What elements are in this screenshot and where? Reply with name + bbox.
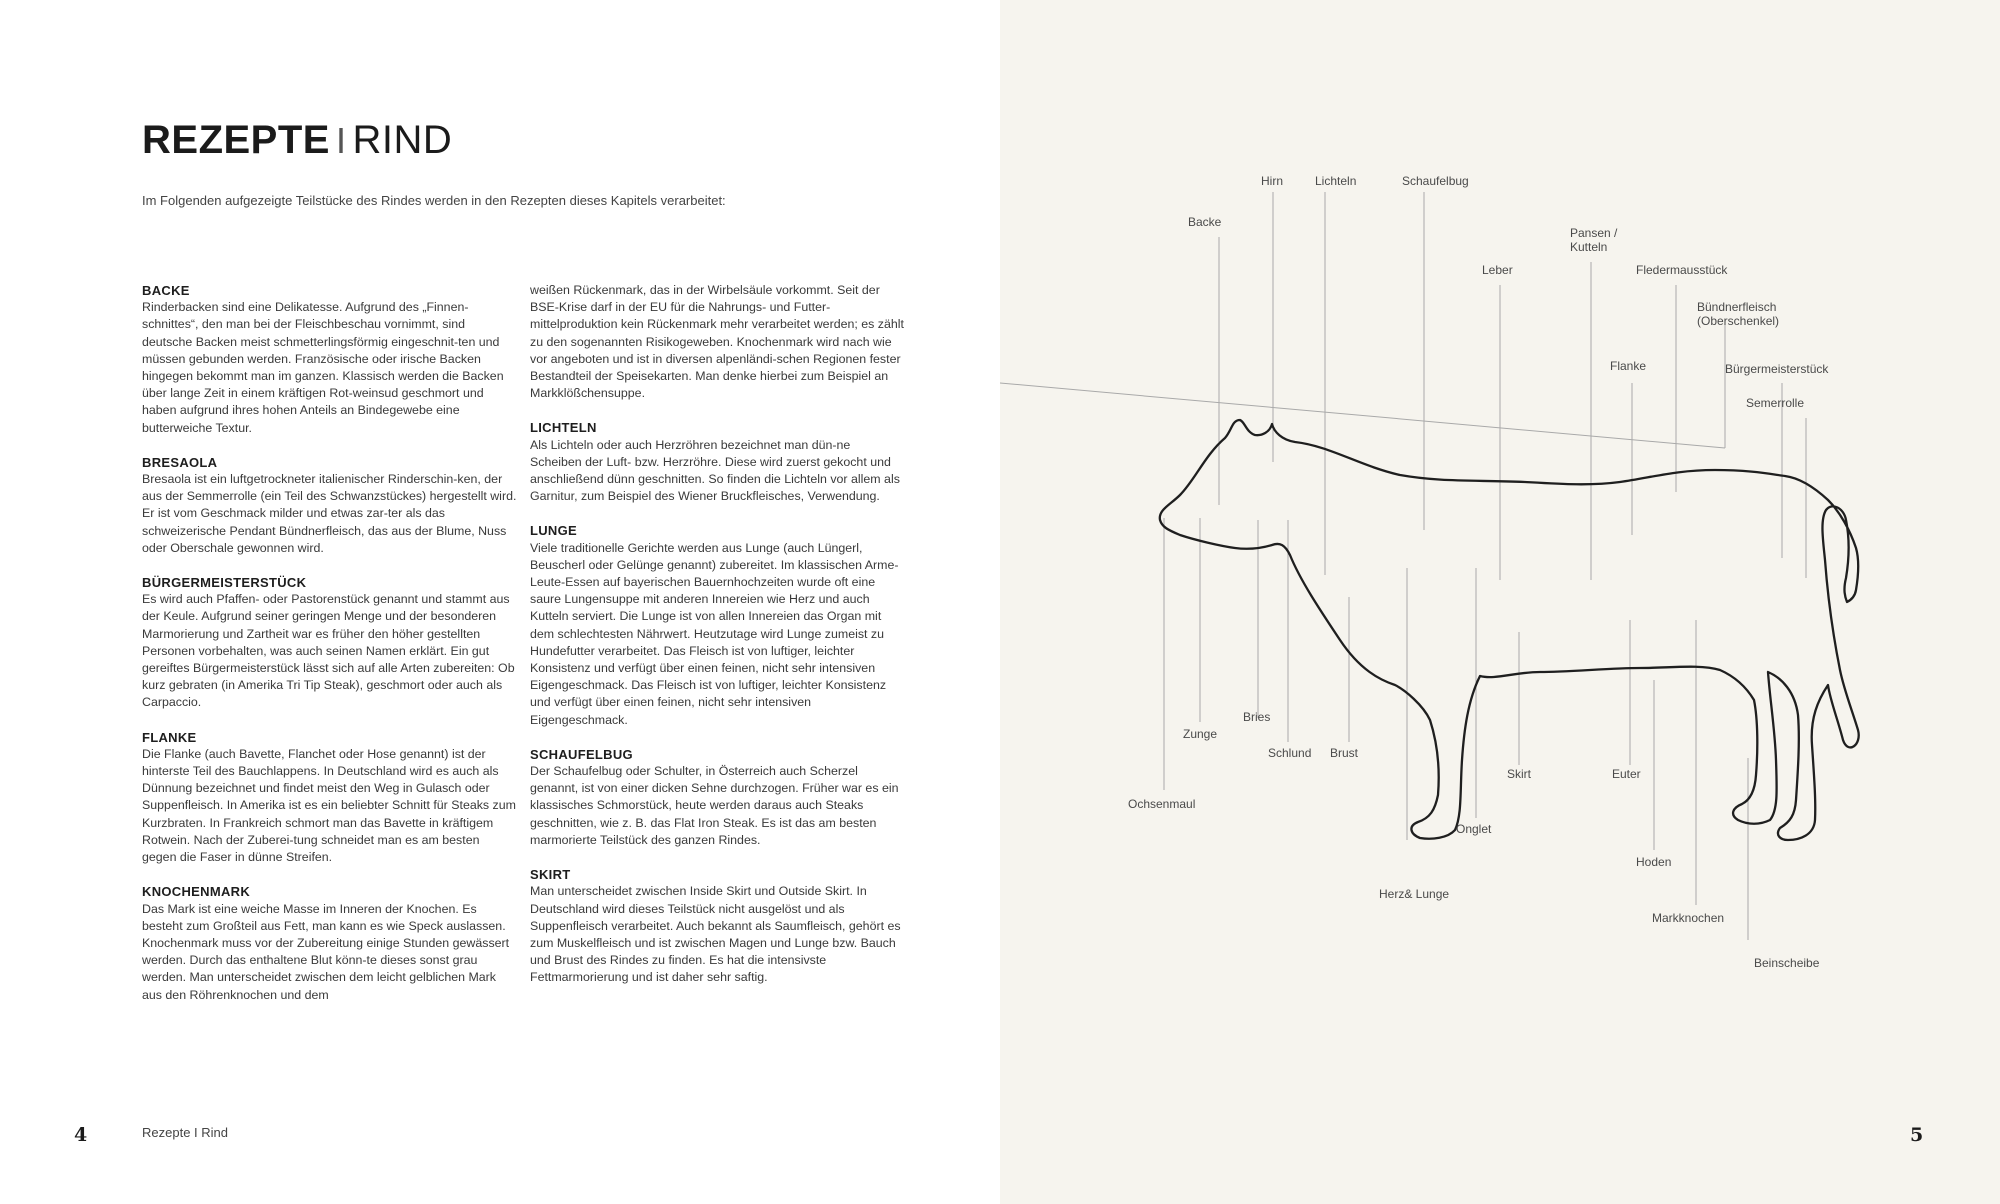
intro-text: Im Folgenden aufgezeigte Teilstücke des Rindes werden in den Rezepten dieses Kapitels verarbeitet: bbox=[142, 193, 726, 208]
page-title bbox=[142, 118, 452, 163]
leader-lines bbox=[1000, 192, 1806, 940]
section-text: Das Mark ist eine weiche Masse im Inneren der Knochen. Es besteht zum Großteil aus Fett, man kann es wie Speck auslassen. Knochenmark muss vor der Zubereitung einige Stunden gewässert werden. Durch das enthaltene Blut könn-te dieses sonst grau werden. Man unterscheidet zwischen dem leicht gelblichen Mark aus den Röhrenknochen und dem bbox=[142, 901, 510, 1002]
section-heading: SCHAUFELBUG bbox=[530, 746, 633, 762]
section-schaufelbug bbox=[530, 746, 905, 849]
section-skirt bbox=[530, 866, 905, 986]
section-heading: BACKE bbox=[142, 283, 190, 298]
page-number-left: 4 bbox=[74, 1124, 88, 1146]
label-schaufelbug: Schaufelbug bbox=[1402, 174, 1469, 188]
section-lunge bbox=[530, 522, 905, 728]
section-heading: BRESAOLA bbox=[142, 454, 218, 470]
section-heading: SKIRT bbox=[530, 867, 571, 883]
section-text-continued: weißen Rückenmark, das in der Wirbelsäule vorkommt. Seit der BSE-Krise darf in der EU für die Nahrungs- und Futter-mittelproduktion kein Rückenmark mehr verarbeitet werden; es zählt zu den sogenannten Risikogeweben. Knochenmark wird nach wie vor angeboten und ist in diversen alpenländi-schen Regionen fester Bestandteil der Speisekarten. Man denke hierbei zum Beispiel an Markklößchensuppe. bbox=[530, 283, 904, 401]
section-text: Die Flanke (auch Bavette, Flanchet oder Hose genannt) ist der hinterste Teil des Bauchlappens. In Deutschland wird es auch als Dünnung bezeichnet und findet meist den Weg in Gulasch oder Suppenfleisch. In Amerika ist es ein beliebter Schnitt für Steaks zum Kurzbraten. In Frankreich schmort man das Bavette in kräftigem Rotwein. Nach der Zuberei-tung schneidet man es am besten gegen die Faser in dünne Streifen. bbox=[142, 746, 516, 865]
label-buergermeisterstueck: Bürgermeisterstück bbox=[1725, 362, 1829, 376]
title-sub: RIND bbox=[352, 118, 453, 162]
section-knochenmark bbox=[142, 883, 517, 1003]
label-herz-lunge: Herz& Lunge bbox=[1379, 887, 1450, 901]
section-heading: FLANKE bbox=[142, 729, 197, 745]
section-heading: KNOCHENMARK bbox=[142, 884, 251, 900]
section-backe bbox=[142, 282, 517, 437]
title-separator: I bbox=[335, 120, 347, 161]
section-heading: BÜRGERMEISTERSTÜCK bbox=[142, 575, 307, 591]
label-buendnerfleisch-1: Bündnerfleisch bbox=[1697, 300, 1777, 314]
diagram-labels bbox=[1128, 174, 1829, 970]
page-number-right: 5 bbox=[1910, 1124, 1924, 1146]
label-zunge: Zunge bbox=[1183, 727, 1218, 741]
title-main: REZEPTE bbox=[142, 118, 330, 162]
label-fledermausstueck: Fledermausstück bbox=[1636, 263, 1728, 277]
label-onglet: Onglet bbox=[1456, 822, 1492, 836]
section-text: Viele traditionelle Gerichte werden aus Lunge (auch Lüngerl, Beuscherl oder Gelünge genannt) zubereitet. Im klassischen Arme-Leute-Essen auf bayerischen Bauernhochzeiten wurde oft eine saure Lungensuppe mit anderen Innereien wie Herz und auch Kutteln serviert. Die Lunge ist von allen Innereien das Organ mit dem schlechtesten Nährwert. Heutzutage wird Lunge zumeist zu Hundefutter verarbeitet. Das Fleisch ist von luftiger, leichter Konsistenz und verfügt über einen feinen, nicht sehr intensiven Eigengeschmack. Das Fleisch ist von luftiger, leichter Konsistenz und verfügt über einen feinen, nicht sehr intensiven Eigengeschmack. bbox=[530, 540, 899, 727]
text-column-right bbox=[530, 282, 905, 1004]
section-buergermeisterstueck bbox=[142, 574, 517, 712]
label-bries: Bries bbox=[1243, 710, 1271, 724]
label-beinscheibe: Beinscheibe bbox=[1754, 956, 1820, 970]
label-ochsenmaul: Ochsenmaul bbox=[1128, 797, 1196, 811]
section-text: Als Lichteln oder auch Herzröhren bezeichnet man dün-ne Scheiben der Luft- bzw. Herzröhre. Diese wird zuerst gekocht und anschließend dünn geschnitten. So finden die Lichteln vor allem als Garnitur, zum Beispiel des Wiener Bruckfleisches, Verwendung. bbox=[530, 437, 900, 504]
label-leber: Leber bbox=[1482, 263, 1513, 277]
section-flanke bbox=[142, 729, 517, 867]
text-column-left bbox=[142, 282, 517, 1021]
section-text: Man unterscheidet zwischen Inside Skirt und Outside Skirt. In Deutschland wird dieses Teilstück nicht ausgelöst und als Suppenfleisch verarbeitet. Auch bekannt als Saumfleisch, gehört es zum Muskelfleisch und ist zwischen Magen und Lunge bzw. Bauch und Brust des Rindes zu finden. Es hat die intensivste Fettmarmorierung und ist daher sehr saftig. bbox=[530, 884, 901, 985]
right-page bbox=[1000, 0, 2000, 1204]
label-skirt: Skirt bbox=[1507, 767, 1531, 781]
section-text: Bresaola ist ein luftgetrockneter italienischer Rinderschin-ken, der aus der Semmerrolle (ein Teil des Schwanzstückes) hergestellt wird. Er ist vom Geschmack milder und etwas zar-ter als das schweizerische Pendant Bündnerfleisch, das aus der Blume, Nuss oder Oberschale gewonnen wird. bbox=[142, 472, 517, 555]
label-semerrolle: Semerrolle bbox=[1746, 396, 1805, 410]
section-text: Der Schaufelbug oder Schulter, in Österreich auch Scherzel genannt, ist von einer dicken Sehne durchzogen. Früher war es ein klassisches Schmorstück, heute werden daraus auch Steaks geschnitten, wie z. B. das Flat Iron Steak. Es ist das am besten marmorierte Teilstück des ganzen Rindes. bbox=[530, 764, 899, 847]
label-pansen-1: Pansen / bbox=[1570, 226, 1618, 240]
section-heading: LICHTELN bbox=[530, 420, 597, 436]
running-footer: Rezepte I Rind bbox=[142, 1125, 228, 1140]
section-text: Rinderbacken sind eine Delikatesse. Aufgrund des „Finnen-schnittes“, den man bei der Fleischbeschau vornimmt, sind deutsche Backen meist schmetterlingsförmig eingeschnit-ten und müssen gebunden werden. Französische oder irische Backen hingegen bekommt man im ganzen. Klassisch werden die Backen über lange Zeit in einem kräftigen Rot-weinsud geschmort und haben aufgrund ihres hohen Anteils an Bindegewebe eine butterweiche Textur. bbox=[142, 300, 504, 435]
label-schlund: Schlund bbox=[1268, 746, 1312, 760]
label-hirn: Hirn bbox=[1261, 174, 1284, 188]
section-bresaola bbox=[142, 454, 517, 557]
label-markknochen: Markknochen bbox=[1652, 911, 1725, 925]
section-lichteln bbox=[530, 419, 905, 505]
label-hoden: Hoden bbox=[1636, 855, 1672, 869]
label-lichteln: Lichteln bbox=[1315, 174, 1357, 188]
label-brust: Brust bbox=[1330, 746, 1359, 760]
section-text: Es wird auch Pfaffen- oder Pastorenstück genannt und stammt aus der Keule. Aufgrund seiner geringen Menge und der besonderen Marmorierung und Zartheit war es früher den höher gestellten Personen vorbehalten, was auch seinen Namen erklärt. Ein gut gereiftes Bürgermeisterstück lässt sich auf alle Arten zubereiten: Ob kurz gebraten (in Amerika Tri Tip Steak), geschmort oder auch als Carpaccio. bbox=[142, 592, 515, 710]
section-heading: LUNGE bbox=[530, 523, 577, 539]
label-backe: Backe bbox=[1188, 215, 1222, 229]
label-euter: Euter bbox=[1612, 767, 1641, 781]
label-pansen-2: Kutteln bbox=[1570, 240, 1608, 254]
label-buendnerfleisch-2: (Oberschenkel) bbox=[1697, 314, 1780, 328]
cow-cuts-diagram bbox=[1000, 0, 2000, 1204]
label-flanke: Flanke bbox=[1610, 359, 1647, 373]
